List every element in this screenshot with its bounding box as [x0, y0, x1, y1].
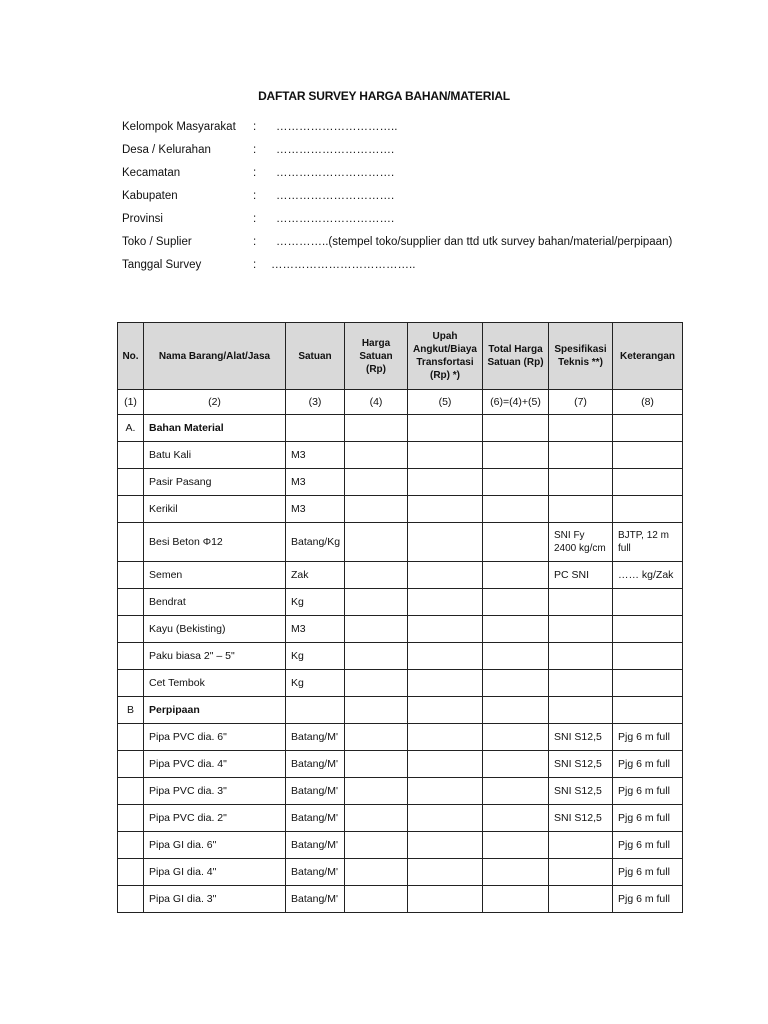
cell-no — [118, 616, 144, 643]
cell-note: Pjg 6 m full — [613, 886, 683, 913]
table-row — [118, 697, 683, 724]
cell-note — [613, 670, 683, 697]
cell-note — [613, 469, 683, 496]
cell-spec — [549, 442, 613, 469]
cell-unit: Zak — [286, 562, 345, 589]
cell-item-name: Besi Beton Φ12 — [144, 523, 286, 562]
table-body — [118, 415, 683, 913]
info-row-kabupaten — [122, 187, 682, 210]
cell-no — [118, 523, 144, 562]
survey-table — [117, 322, 683, 913]
cell-transport-cost — [408, 886, 483, 913]
cell-no — [118, 805, 144, 832]
info-value: …………..(stempel toko/supplier dan ttd utk survey bahan/material/perpipaan) — [276, 236, 673, 248]
cell-item-name: Pipa PVC dia. 2" — [144, 805, 286, 832]
cell-total-price — [483, 469, 549, 496]
info-row-kelompok — [122, 118, 682, 141]
cell-total-price — [483, 562, 549, 589]
info-row-desa — [122, 141, 682, 164]
column-header: No. — [118, 323, 144, 390]
table-row — [118, 832, 683, 859]
cell-spec — [549, 496, 613, 523]
cell-spec — [549, 415, 613, 442]
cell-unit-price — [345, 724, 408, 751]
cell-no — [118, 496, 144, 523]
cell-unit: Batang/M' — [286, 805, 345, 832]
column-number: (4) — [345, 390, 408, 415]
cell-item-name: Kerikil — [144, 496, 286, 523]
info-value: ……………………………….. — [271, 259, 416, 271]
cell-unit-price — [345, 778, 408, 805]
cell-transport-cost — [408, 415, 483, 442]
table-row — [118, 589, 683, 616]
cell-total-price — [483, 643, 549, 670]
cell-unit: Batang/M' — [286, 751, 345, 778]
cell-transport-cost — [408, 469, 483, 496]
cell-note: Pjg 6 m full — [613, 859, 683, 886]
cell-no — [118, 442, 144, 469]
column-number: (2) — [144, 390, 286, 415]
cell-total-price — [483, 442, 549, 469]
cell-no — [118, 670, 144, 697]
table-header-row — [118, 323, 683, 390]
cell-transport-cost — [408, 496, 483, 523]
column-header: Keterangan — [613, 323, 683, 390]
info-row-kecamatan — [122, 164, 682, 187]
info-colon: : — [253, 190, 257, 202]
table-row — [118, 616, 683, 643]
cell-spec — [549, 469, 613, 496]
cell-spec — [549, 832, 613, 859]
cell-total-price — [483, 523, 549, 562]
column-number: (5) — [408, 390, 483, 415]
info-colon: : — [253, 213, 257, 225]
cell-spec — [549, 886, 613, 913]
info-value: …………………………. — [276, 190, 395, 202]
cell-unit-price — [345, 469, 408, 496]
table-row — [118, 859, 683, 886]
cell-unit-price — [345, 859, 408, 886]
cell-transport-cost — [408, 724, 483, 751]
cell-item-name: Semen — [144, 562, 286, 589]
cell-note — [613, 415, 683, 442]
table-row — [118, 724, 683, 751]
info-colon: : — [253, 236, 257, 248]
cell-no — [118, 589, 144, 616]
column-number-row — [118, 390, 683, 415]
info-block — [122, 118, 682, 279]
cell-spec: SNI S12,5 — [549, 778, 613, 805]
cell-item-name: Pipa PVC dia. 4" — [144, 751, 286, 778]
cell-item-name: Pipa GI dia. 3" — [144, 886, 286, 913]
column-number: (3) — [286, 390, 345, 415]
table-row — [118, 496, 683, 523]
table-row — [118, 886, 683, 913]
info-label: Tanggal Survey — [122, 259, 202, 271]
info-value: ………………………….. — [276, 121, 398, 133]
cell-no: A. — [118, 415, 144, 442]
cell-item-name: Bahan Material — [144, 415, 286, 442]
cell-spec: SNI S12,5 — [549, 751, 613, 778]
cell-unit-price — [345, 805, 408, 832]
cell-unit-price — [345, 886, 408, 913]
cell-spec: PC SNI — [549, 562, 613, 589]
table-row — [118, 562, 683, 589]
cell-note: Pjg 6 m full — [613, 805, 683, 832]
info-label: Toko / Suplier — [122, 236, 192, 248]
info-label: Desa / Kelurahan — [122, 144, 211, 156]
cell-spec — [549, 859, 613, 886]
cell-item-name: Perpipaan — [144, 697, 286, 724]
table-row — [118, 523, 683, 562]
cell-note — [613, 496, 683, 523]
cell-transport-cost — [408, 697, 483, 724]
cell-transport-cost — [408, 523, 483, 562]
cell-transport-cost — [408, 832, 483, 859]
info-label: Kelompok Masyarakat — [122, 121, 236, 133]
cell-transport-cost — [408, 442, 483, 469]
cell-item-name: Paku biasa 2" – 5" — [144, 643, 286, 670]
cell-item-name: Cet Tembok — [144, 670, 286, 697]
column-number: (8) — [613, 390, 683, 415]
table-row — [118, 751, 683, 778]
cell-note — [613, 697, 683, 724]
cell-unit-price — [345, 562, 408, 589]
cell-unit — [286, 697, 345, 724]
cell-unit: M3 — [286, 442, 345, 469]
cell-spec — [549, 643, 613, 670]
cell-total-price — [483, 751, 549, 778]
cell-unit-price — [345, 697, 408, 724]
column-number: (7) — [549, 390, 613, 415]
cell-unit: Kg — [286, 589, 345, 616]
cell-note — [613, 616, 683, 643]
cell-note: Pjg 6 m full — [613, 832, 683, 859]
cell-total-price — [483, 805, 549, 832]
cell-note — [613, 643, 683, 670]
info-label: Kecamatan — [122, 167, 181, 179]
info-colon: : — [253, 144, 257, 156]
cell-no — [118, 778, 144, 805]
cell-unit: Batang/M' — [286, 859, 345, 886]
cell-note — [613, 589, 683, 616]
cell-item-name: Batu Kali — [144, 442, 286, 469]
cell-unit: Batang/Kg — [286, 523, 345, 562]
cell-unit: Batang/M' — [286, 886, 345, 913]
cell-item-name: Bendrat — [144, 589, 286, 616]
cell-note: Pjg 6 m full — [613, 724, 683, 751]
cell-note: Pjg 6 m full — [613, 751, 683, 778]
cell-total-price — [483, 496, 549, 523]
table-row — [118, 805, 683, 832]
cell-no — [118, 469, 144, 496]
cell-unit-price — [345, 442, 408, 469]
cell-spec — [549, 697, 613, 724]
cell-unit: M3 — [286, 469, 345, 496]
info-row-toko — [122, 233, 682, 256]
cell-unit: Kg — [286, 643, 345, 670]
cell-item-name: Pipa GI dia. 4" — [144, 859, 286, 886]
cell-total-price — [483, 670, 549, 697]
cell-no — [118, 643, 144, 670]
cell-total-price — [483, 832, 549, 859]
cell-total-price — [483, 415, 549, 442]
column-header: Harga Satuan (Rp) — [345, 323, 408, 390]
table-row — [118, 643, 683, 670]
cell-transport-cost — [408, 589, 483, 616]
cell-unit: M3 — [286, 496, 345, 523]
cell-transport-cost — [408, 805, 483, 832]
cell-transport-cost — [408, 670, 483, 697]
cell-unit: Batang/M' — [286, 832, 345, 859]
cell-spec — [549, 616, 613, 643]
column-header: Total Harga Satuan (Rp) — [483, 323, 549, 390]
table-row — [118, 442, 683, 469]
cell-note — [613, 442, 683, 469]
cell-unit-price — [345, 670, 408, 697]
cell-transport-cost — [408, 643, 483, 670]
info-colon: : — [253, 259, 257, 271]
cell-item-name: Pipa PVC dia. 3" — [144, 778, 286, 805]
cell-total-price — [483, 697, 549, 724]
cell-unit: Batang/M' — [286, 724, 345, 751]
cell-unit: Kg — [286, 670, 345, 697]
info-colon: : — [253, 167, 257, 179]
info-value: …………………………. — [276, 144, 395, 156]
cell-transport-cost — [408, 751, 483, 778]
cell-no — [118, 724, 144, 751]
table-row — [118, 469, 683, 496]
table-row — [118, 670, 683, 697]
info-row-provinsi — [122, 210, 682, 233]
cell-unit-price — [345, 643, 408, 670]
cell-total-price — [483, 778, 549, 805]
cell-total-price — [483, 859, 549, 886]
cell-item-name: Pipa GI dia. 6" — [144, 832, 286, 859]
table-row — [118, 778, 683, 805]
cell-no — [118, 886, 144, 913]
cell-unit-price — [345, 496, 408, 523]
cell-no — [118, 751, 144, 778]
cell-unit-price — [345, 415, 408, 442]
cell-spec: SNI S12,5 — [549, 724, 613, 751]
cell-spec: SNI Fy 2400 kg/cm — [549, 523, 613, 562]
info-colon: : — [253, 121, 257, 133]
cell-unit-price — [345, 616, 408, 643]
column-header: Upah Angkut/Biaya Transfortasi (Rp) *) — [408, 323, 483, 390]
cell-note: Pjg 6 m full — [613, 778, 683, 805]
cell-unit-price — [345, 589, 408, 616]
cell-no — [118, 832, 144, 859]
cell-transport-cost — [408, 859, 483, 886]
column-header: Nama Barang/Alat/Jasa — [144, 323, 286, 390]
cell-unit: M3 — [286, 616, 345, 643]
cell-item-name: Kayu (Bekisting) — [144, 616, 286, 643]
document-title: DAFTAR SURVEY HARGA BAHAN/MATERIAL — [258, 89, 510, 103]
cell-note: …… kg/Zak — [613, 562, 683, 589]
column-header: Satuan — [286, 323, 345, 390]
cell-spec: SNI S12,5 — [549, 805, 613, 832]
cell-note: BJTP, 12 m full — [613, 523, 683, 562]
cell-total-price — [483, 724, 549, 751]
column-number: (1) — [118, 390, 144, 415]
cell-total-price — [483, 589, 549, 616]
cell-unit — [286, 415, 345, 442]
info-value: …………………………. — [276, 167, 395, 179]
cell-transport-cost — [408, 562, 483, 589]
cell-transport-cost — [408, 778, 483, 805]
cell-transport-cost — [408, 616, 483, 643]
column-number: (6)=(4)+(5) — [483, 390, 549, 415]
table-row — [118, 415, 683, 442]
info-value: …………………………. — [276, 213, 395, 225]
info-label: Provinsi — [122, 213, 163, 225]
cell-item-name: Pipa PVC dia. 6" — [144, 724, 286, 751]
cell-total-price — [483, 616, 549, 643]
cell-total-price — [483, 886, 549, 913]
cell-spec — [549, 589, 613, 616]
column-header: Spesifikasi Teknis **) — [549, 323, 613, 390]
cell-unit-price — [345, 832, 408, 859]
cell-no — [118, 859, 144, 886]
cell-unit: Batang/M' — [286, 778, 345, 805]
info-label: Kabupaten — [122, 190, 178, 202]
cell-spec — [549, 670, 613, 697]
cell-item-name: Pasir Pasang — [144, 469, 286, 496]
cell-no: B — [118, 697, 144, 724]
cell-unit-price — [345, 751, 408, 778]
cell-no — [118, 562, 144, 589]
cell-unit-price — [345, 523, 408, 562]
info-row-tanggal — [122, 256, 682, 279]
